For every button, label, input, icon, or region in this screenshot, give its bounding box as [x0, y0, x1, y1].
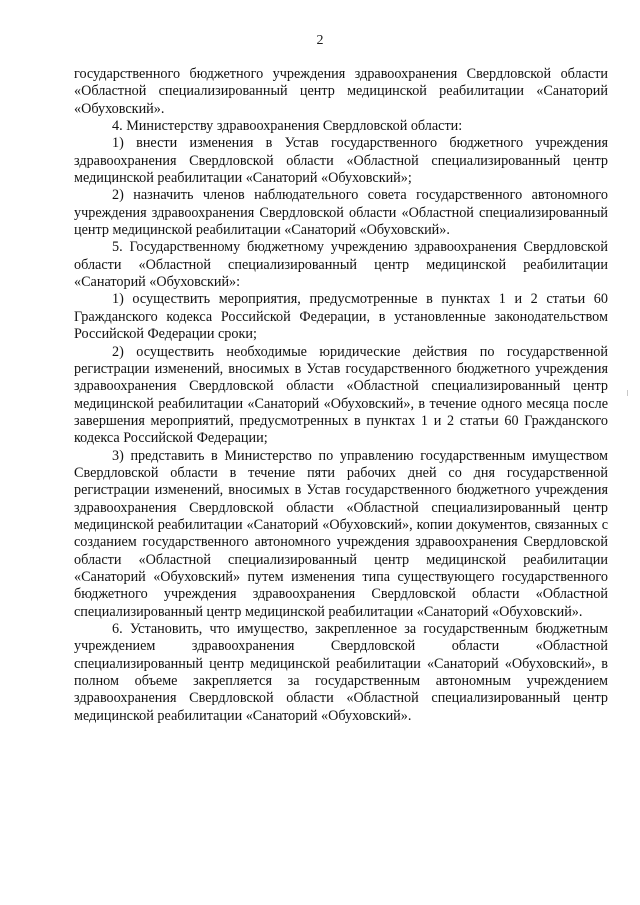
document-body: [74, 66, 608, 725]
paragraph-item-4-1: 1) внести изменения в Устав государственного бюджетного учреждения здравоохранения Свердловской области «Областной специализированный центр медицинской реабилитации «Санаторий «Обуховский»;: [74, 135, 608, 187]
paragraph-item-5-1: 1) осуществить мероприятия, предусмотренные в пунктах 1 и 2 статьи 60 Гражданского кодекса Российской Федерации, в установленные законодательством Российской Федерации сроки;: [74, 291, 608, 343]
paragraph-item-4: 4. Министерству здравоохранения Свердловской области:: [112, 118, 463, 135]
paragraph-item-5-2: 2) осуществить необходимые юридические действия по государственной регистрации изменений, вносимых в Устав государственного бюджетного учреждения здравоохранения Свердловской области «Областной специализированный центр медицинской реабилитации «Санаторий «Обуховский», в течение одного месяца после завершения мероприятий, предусмотренных в пунктах 1 и 2 статьи 60 Гражданского кодекса Российской Федерации;: [74, 343, 608, 447]
paragraph-item-5-3: 3) представить в Министерство по управлению государственным имуществом Свердловской области в течение пяти рабочих дней со дня государственной регистрации изменений, вносимых в Устав государственного бюджетного учреждения здравоохранения Свердловской области «Областной специализированный центр медицинской реабилитации «Санаторий «Обуховский», копии документов, связанных с созданием государственного автономного учреждения здравоохранения Свердловской области «Областной специализированный центр медицинской реабилитации «Санаторий «Обуховский» путем изменения типа существующего государственного бюджетного учреждения здравоохранения Свердловской области «Областной специализированный центр медицинской реабилитации «Санаторий «Обуховский».: [74, 447, 608, 620]
paragraph-item-4-2: 2) назначить членов наблюдательного совета государственного автономного учреждения здравоохранения Свердловской области «Областной специализированный центр медицинской реабилитации «Санаторий «Обуховский».: [74, 187, 608, 239]
paragraph-continuation: государственного бюджетного учреждения здравоохранения Свердловской области «Областной специализированный центр медицинской реабилитации «Санаторий «Обуховский».: [74, 66, 608, 117]
paragraph-item-5: 5. Государственному бюджетному учреждению здравоохранения Свердловской области «Областной специализированный центр медицинской реабилитации «Санаторий «Обуховский»:: [74, 239, 608, 291]
paragraph-item-6: 6. Установить, что имущество, закрепленное за государственным бюджетным учреждением здравоохранения Свердловской области «Областной специализированный центр медицинской реабилитации «Санаторий «Обуховский», в полном объеме закрепляется за государственным автономным учреждением здравоохранения Свердловской области «Областной специализированный центр медицинской реабилитации «Санаторий «Обуховский».: [74, 621, 608, 724]
scan-margin-mark: [627, 390, 628, 396]
page-number: 2: [316, 33, 324, 48]
